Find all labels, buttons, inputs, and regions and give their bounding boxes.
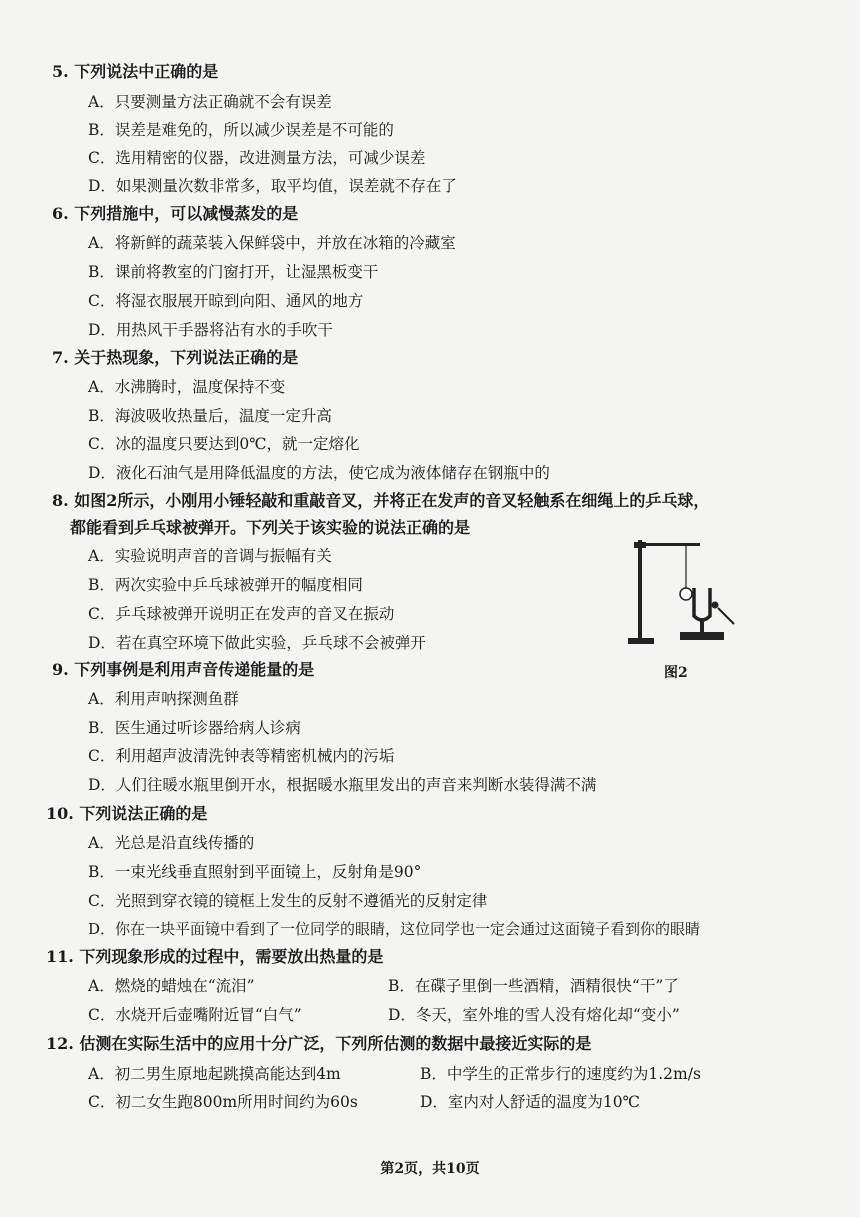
option-12b: B．中学生的正常步行的速度约为1.2m/s bbox=[420, 1065, 701, 1083]
question-6: 6. 下列措施中，可以减慢蒸发的是 bbox=[52, 204, 299, 223]
question-11: 11. 下列现象形成的过程中，需要放出热量的是 bbox=[46, 947, 384, 966]
option-6b: B．课前将教室的门窗打开，让湿黑板变干 bbox=[88, 263, 379, 281]
option-7a: A．水沸腾时，温度保持不变 bbox=[88, 378, 286, 396]
option-8c: C．乒乓球被弹开说明正在发声的音叉在振动 bbox=[88, 605, 395, 623]
option-10a: A．光总是沿直线传播的 bbox=[88, 834, 255, 852]
page-footer: 第2页，共10页 bbox=[380, 1161, 480, 1177]
option-9d: D．人们往暖水瓶里倒开水，根据暖水瓶里发出的声音来判断水装得满不满 bbox=[88, 776, 597, 794]
question-12: 12. 估测在实际生活中的应用十分广泛，下列所估测的数据中最接近实际的是 bbox=[46, 1034, 592, 1053]
option-11a: A．燃烧的蜡烛在“流泪” bbox=[88, 977, 255, 995]
question-5: 5. 下列说法中正确的是 bbox=[52, 62, 219, 81]
option-10d: D．你在一块平面镜中看到了一位同学的眼睛，这位同学也一定会通过这面镜子看到你的眼睛 bbox=[88, 920, 701, 938]
option-5d: D．如果测量次数非常多，取平均值，误差就不存在了 bbox=[88, 177, 457, 195]
option-10c: C．光照到穿衣镜的镜框上发生的反射不遵循光的反射定律 bbox=[88, 892, 488, 910]
tuning-fork-figure bbox=[620, 530, 740, 650]
option-10b: B．一束光线垂直照射到平面镜上，反射角是90° bbox=[88, 863, 422, 881]
option-8a: A．实验说明声音的音调与振幅有关 bbox=[88, 547, 332, 565]
option-8d: D．若在真空环境下做此实验，乒乓球不会被弹开 bbox=[88, 634, 426, 652]
option-12c: C．初二女生跑800m所用时间约为60s bbox=[88, 1093, 358, 1111]
option-7c: C．冰的温度只要达到0℃，就一定熔化 bbox=[88, 435, 360, 453]
option-9a: A．利用声呐探测鱼群 bbox=[88, 690, 239, 708]
option-11c: C．水烧开后壶嘴附近冒“白气” bbox=[88, 1006, 302, 1024]
option-12a: A．初二男生原地起跳摸高能达到4m bbox=[88, 1065, 341, 1083]
question-8: 8. 如图2所示，小刚用小锤轻敲和重敲音叉，并将正在发声的音叉轻触系在细绳上的乒乓球， bbox=[52, 491, 710, 510]
option-9b: B．医生通过听诊器给病人诊病 bbox=[88, 719, 301, 737]
question-9: 9. 下列事例是利用声音传递能量的是 bbox=[52, 660, 315, 679]
question-10: 10. 下列说法正确的是 bbox=[46, 804, 208, 823]
option-6c: C．将湿衣服展开晾到向阳、通风的地方 bbox=[88, 292, 364, 310]
option-11b: B．在碟子里倒一些酒精，酒精很快“干”了 bbox=[388, 977, 679, 995]
question-7: 7. 关于热现象，下列说法正确的是 bbox=[52, 348, 299, 367]
option-6a: A．将新鲜的蔬菜装入保鲜袋中，并放在冰箱的冷藏室 bbox=[88, 234, 456, 252]
option-11d: D．冬天，室外堆的雪人没有熔化却“变小” bbox=[388, 1006, 680, 1024]
option-7d: D．液化石油气是用降低温度的方法，使它成为液体储存在钢瓶中的 bbox=[88, 464, 550, 482]
option-5a: A．只要测量方法正确就不会有误差 bbox=[88, 93, 332, 111]
question-8-stem-line2: 都能看到乒乓球被弹开。下列关于该实验的说法正确的是 bbox=[70, 518, 471, 537]
option-12d: D．室内对人舒适的温度为10℃ bbox=[420, 1093, 640, 1111]
option-6d: D．用热风干手器将沾有水的手吹干 bbox=[88, 321, 333, 339]
option-9c: C．利用超声波清洗钟表等精密机械内的污垢 bbox=[88, 747, 395, 765]
option-7b: B．海波吸收热量后，温度一定升高 bbox=[88, 407, 332, 425]
figure-caption: 图2 bbox=[664, 665, 688, 681]
option-8b: B．两次实验中乒乓球被弹开的幅度相同 bbox=[88, 576, 363, 594]
option-5c: C．选用精密的仪器，改进测量方法，可减少误差 bbox=[88, 149, 426, 167]
option-5b: B．误差是难免的，所以减少误差是不可能的 bbox=[88, 121, 394, 139]
